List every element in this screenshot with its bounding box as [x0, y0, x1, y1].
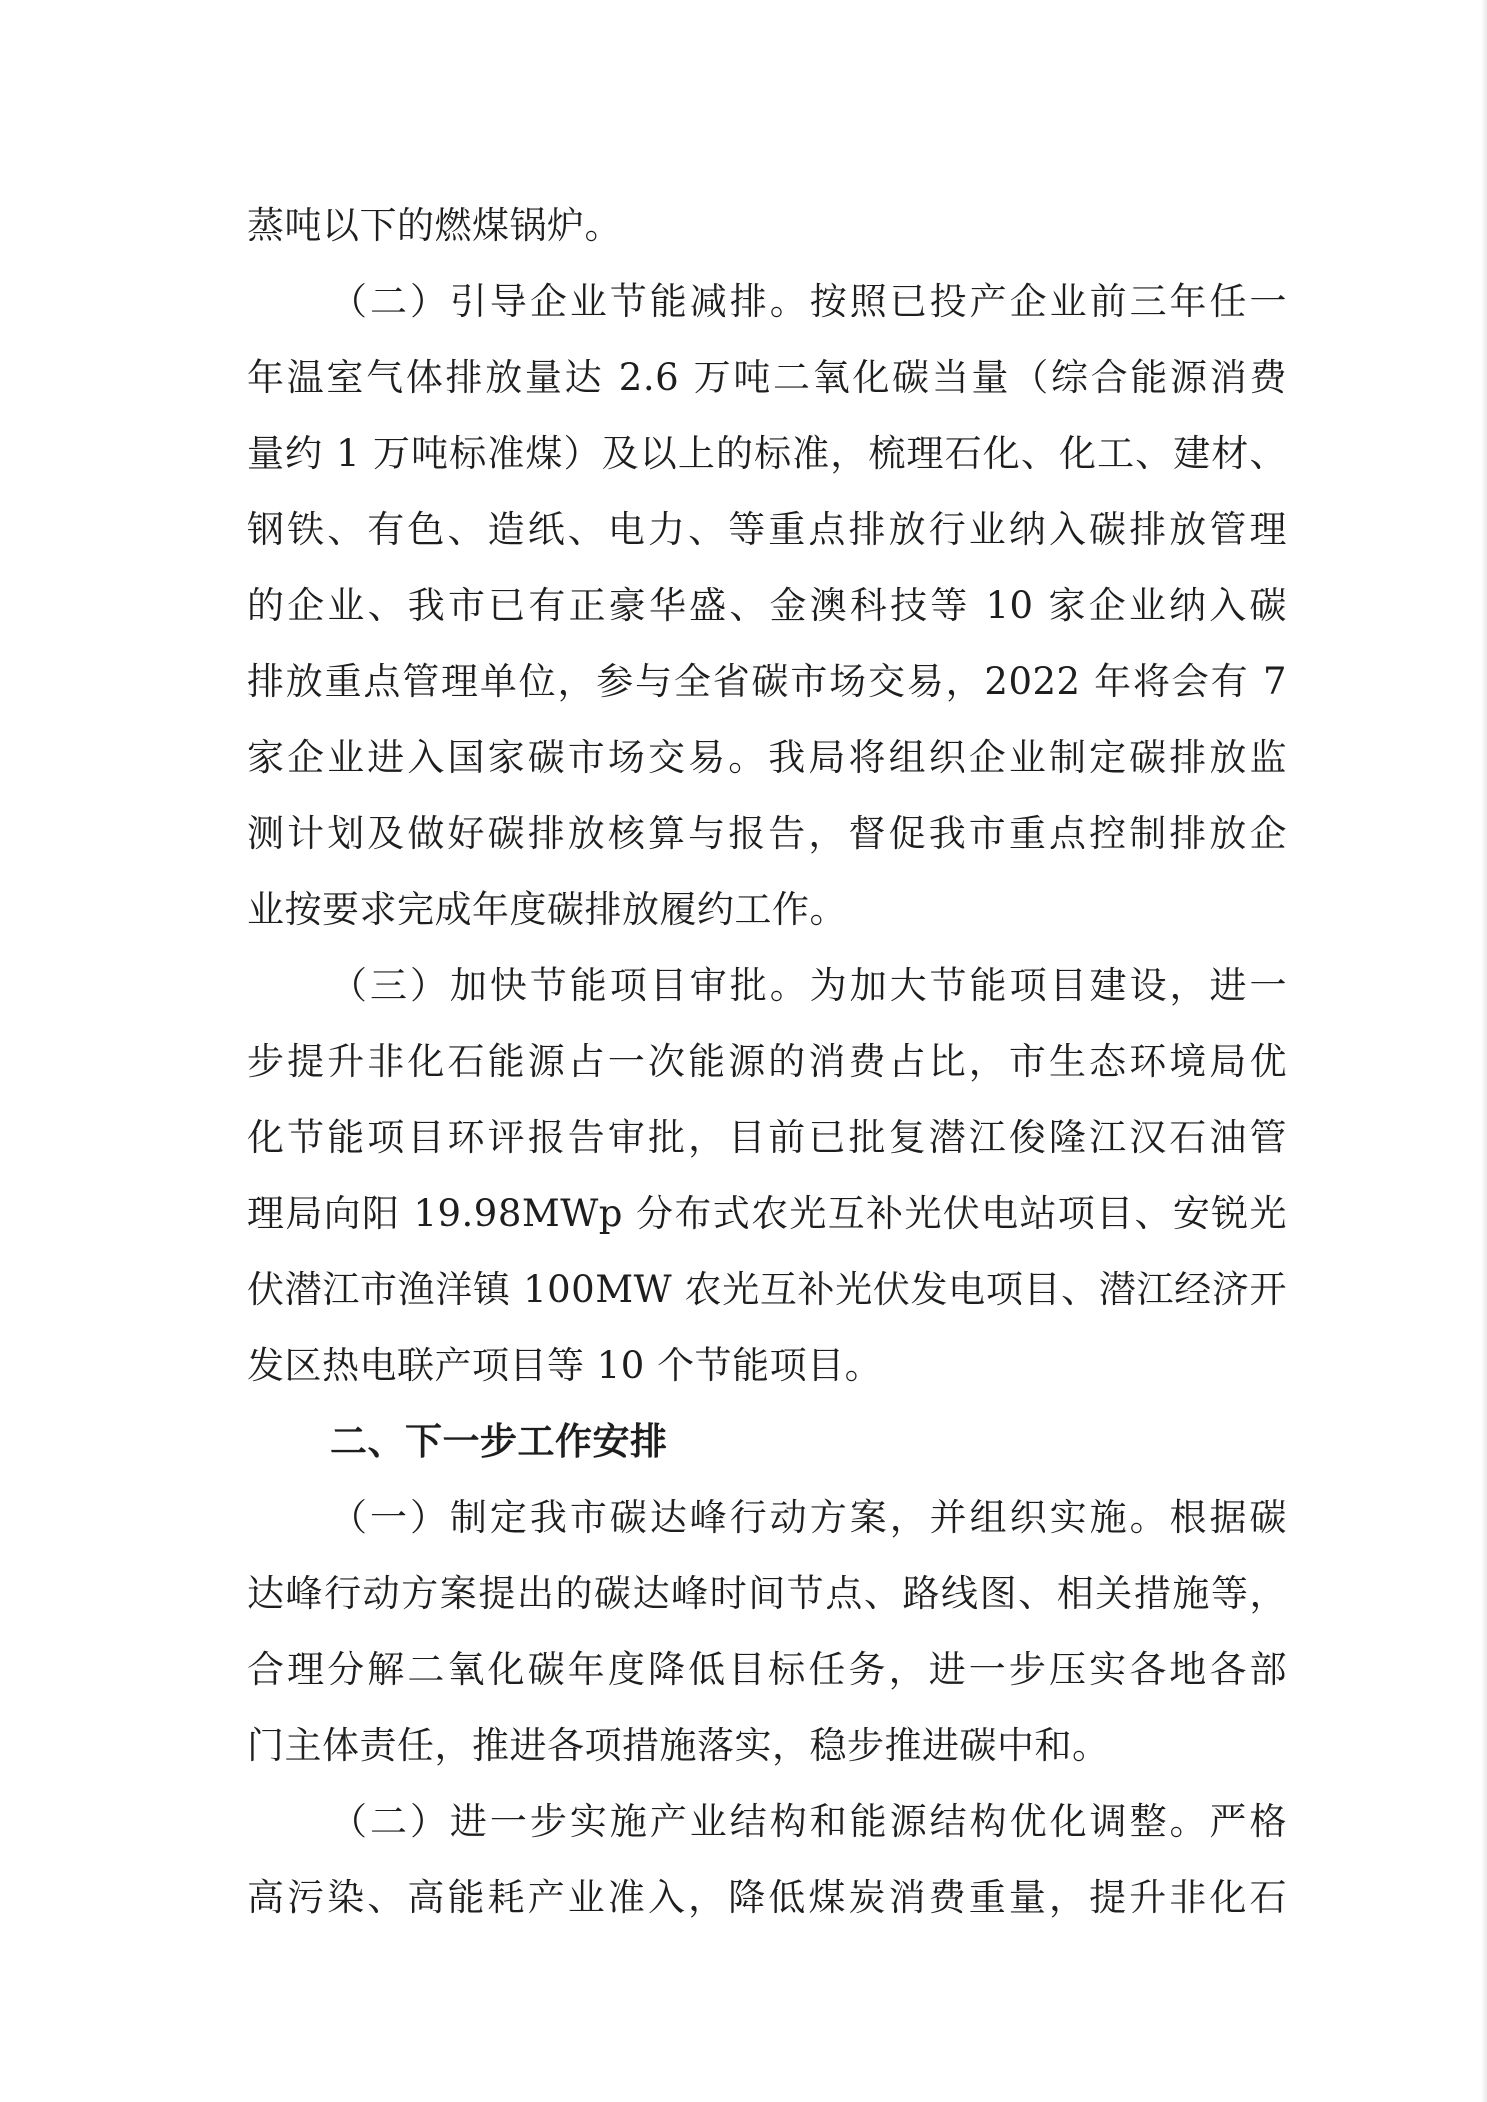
paragraph-1-line-2: 年温室气体排放量达 2.6 万吨二氧化碳当量（综合能源消费: [247, 356, 1287, 399]
paragraph-2-line-5: 伏潜江市渔洋镇 100MW 农光互补光伏发电项目、潜江经济开: [247, 1268, 1287, 1311]
paragraph-3-line-4: 门主体责任，推进各项措施落实，稳步推进碳中和。: [247, 1724, 1110, 1767]
paragraph-1-line-3: 量约 1 万吨标准煤）及以上的标准，梳理石化、化工、建材、: [247, 432, 1287, 475]
paragraph-2-line-3: 化节能项目环评报告审批，目前已批复潜江俊隆江汉石油管: [247, 1116, 1287, 1159]
paragraph-1-line-9: 业按要求完成年度碳排放履约工作。: [247, 888, 847, 931]
paragraph-1-line-6: 排放重点管理单位，参与全省碳市场交易，2022 年将会有 7: [247, 660, 1287, 703]
section-heading: 二、下一步工作安排: [330, 1420, 668, 1463]
paragraph-4-line-2: 高污染、高能耗产业准入，降低煤炭消费重量，提升非化石: [247, 1876, 1287, 1919]
paragraph-3-line-2: 达峰行动方案提出的碳达峰时间节点、路线图、相关措施等，: [247, 1572, 1287, 1615]
paragraph-3-line-3: 合理分解二氧化碳年度降低目标任务，进一步压实各地各部: [247, 1648, 1287, 1691]
paragraph-3-line-1: （一）制定我市碳达峰行动方案，并组织实施。根据碳: [330, 1496, 1287, 1539]
paragraph-2-line-6: 发区热电联产项目等 10 个节能项目。: [247, 1344, 883, 1387]
paragraph-4-line-1: （二）进一步实施产业结构和能源结构优化调整。严格: [330, 1800, 1287, 1843]
paragraph-2-line-1: （三）加快节能项目审批。为加大节能项目建设，进一: [330, 964, 1287, 1007]
paragraph-2-line-4: 理局向阳 19.98MWp 分布式农光互补光伏电站项目、安锐光: [247, 1192, 1287, 1235]
paragraph-1-line-7: 家企业进入国家碳市场交易。我局将组织企业制定碳排放监: [247, 736, 1287, 779]
paragraph-1-line-1: （二）引导企业节能减排。按照已投产企业前三年任一: [330, 280, 1287, 323]
scan-edge-shadow: [1481, 0, 1487, 2102]
text-line-1: 蒸吨以下的燃煤锅炉。: [247, 204, 622, 247]
paragraph-1-line-8: 测计划及做好碳排放核算与报告，督促我市重点控制排放企: [247, 812, 1287, 855]
paragraph-2-line-2: 步提升非化石能源占一次能源的消费占比，市生态环境局优: [247, 1040, 1287, 1083]
paragraph-1-line-5: 的企业、我市已有正豪华盛、金澳科技等 10 家企业纳入碳: [247, 584, 1287, 627]
paragraph-1-line-4: 钢铁、有色、造纸、电力、等重点排放行业纳入碳排放管理: [247, 508, 1287, 551]
